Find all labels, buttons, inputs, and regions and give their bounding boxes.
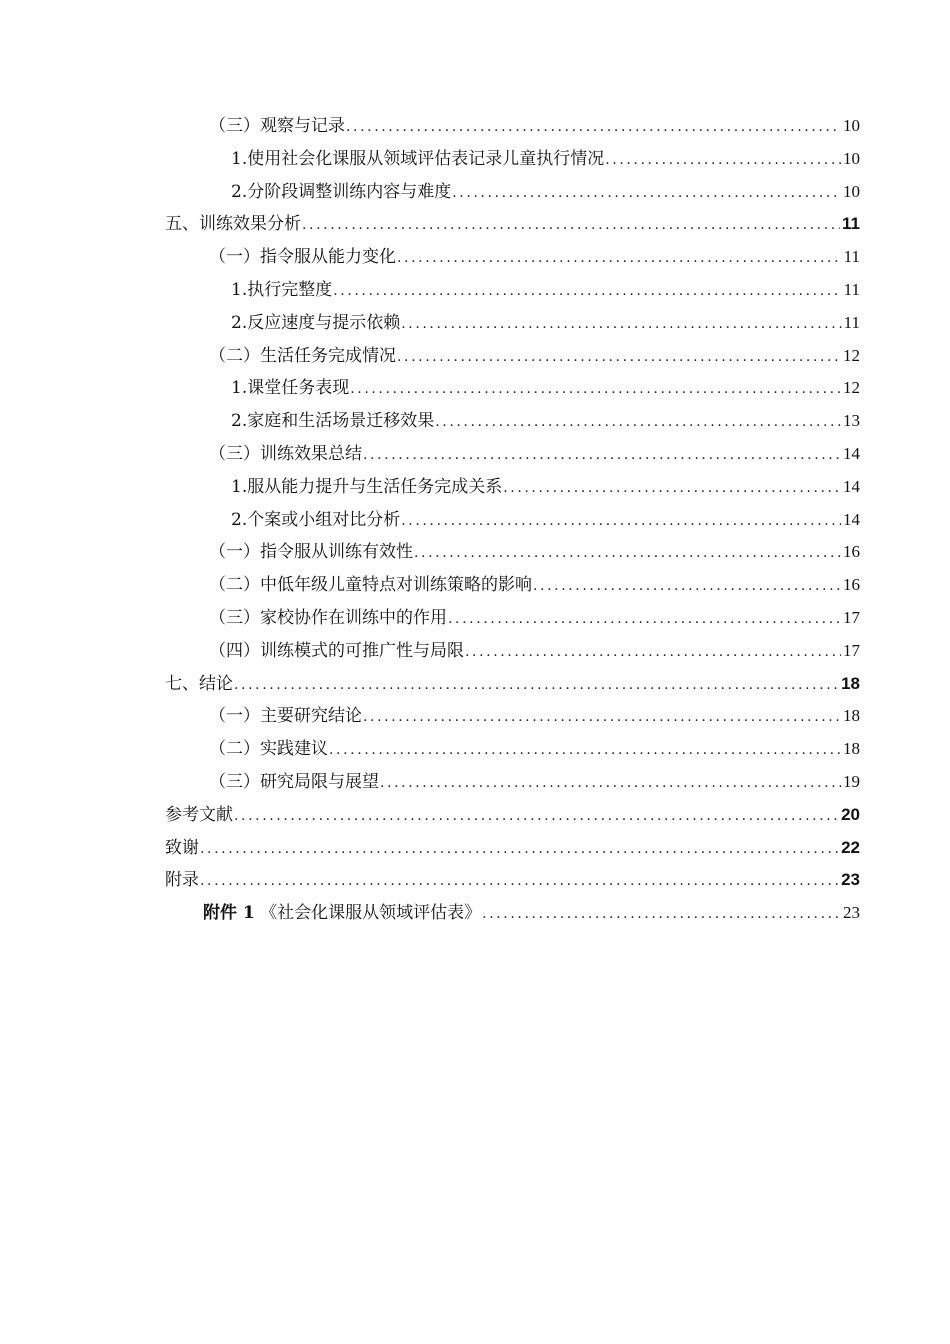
toc-leader-dots [452,177,841,210]
toc-leader-dots [333,275,841,308]
toc-entry[interactable] [165,340,860,373]
toc-entry[interactable] [165,143,860,176]
toc-leader-dots [363,701,841,734]
toc-entry[interactable] [165,274,860,307]
toc-entry[interactable] [165,733,860,766]
toc-entry-title: （一）指令服从训练有效性 [209,542,413,563]
toc-entry[interactable] [165,536,860,569]
toc-leader-dots [605,144,841,177]
toc-entry[interactable] [165,405,860,438]
toc-entry-page: 11 [843,312,860,332]
toc-entry[interactable] [165,504,860,537]
toc-entry-page: 10 [843,116,860,135]
toc-leader-dots [302,209,840,242]
toc-entry-page: 10 [843,181,860,201]
toc-entry-title-text: 《社会化课服从领域评估表》 [254,903,482,924]
toc-entry-page: 13 [843,411,860,431]
toc-entry[interactable] [165,569,860,602]
toc-entry[interactable] [165,635,860,668]
toc-entry-title: （二）生活任务完成情况 [209,345,396,366]
toc-entry-title: （二）中低年级儿童特点对训练策略的影响 [209,575,532,596]
toc-leader-dots [200,833,839,866]
toc-entry[interactable] [165,897,860,930]
toc-leader-dots [414,537,841,570]
toc-entry[interactable] [165,110,860,143]
toc-entry-page: 18 [841,673,860,693]
toc-leader-dots [401,505,841,538]
toc-entry[interactable] [165,471,860,504]
toc-entry-title: 附录 [165,870,199,891]
toc-entry-title: 2.家庭和生活场景迁移效果 [231,411,435,432]
toc-entry-title: 1.课堂任务表现 [231,378,350,399]
toc-entry-page: 12 [843,345,860,365]
toc-leader-dots [533,570,841,603]
toc-leader-dots [465,636,841,669]
toc-entry[interactable] [165,176,860,209]
toc-entry[interactable] [165,766,860,799]
toc-leader-dots [350,373,841,406]
toc-entry[interactable] [165,832,860,865]
toc-entry-title: （四）训练模式的可推广性与局限 [209,640,464,661]
toc-leader-dots [329,734,841,767]
toc-leader-dots [397,341,841,374]
toc-entry-page: 22 [841,837,860,857]
toc-entry-page: 23 [841,870,860,890]
toc-entry[interactable] [165,372,860,405]
table-of-contents [165,110,860,930]
toc-entry-page: 11 [843,279,860,299]
toc-entry-title: 1.服从能力提升与生活任务完成关系 [231,476,503,497]
toc-entry-page: 14 [843,443,860,463]
toc-entry[interactable] [165,602,860,635]
toc-entry-page: 14 [843,509,860,529]
toc-entry-title: 七、结论 [165,673,233,694]
toc-entry-page: 12 [843,378,860,398]
toc-leader-dots [234,800,839,833]
toc-entry-page: 20 [841,804,860,824]
toc-entry-page: 23 [843,903,860,923]
toc-entry-title: （三）训练效果总结 [209,443,362,464]
toc-entry-title: （三）观察与记录 [209,116,345,136]
toc-entry-page: 14 [843,476,860,496]
toc-entry-title: 参考文献 [165,804,233,825]
toc-entry-page: 18 [843,706,860,726]
toc-entry-title: （一）主要研究结论 [209,706,362,727]
toc-leader-dots [346,111,841,144]
toc-entry-page: 18 [843,739,860,759]
toc-entry-page: 17 [843,640,860,660]
toc-entry-page: 17 [843,607,860,627]
toc-entry[interactable] [165,864,860,897]
toc-leader-dots [380,767,841,800]
toc-entry[interactable] [165,208,860,241]
toc-entry-title: 1.执行完整度 [231,279,333,300]
toc-entry-prefix: 附件 1 [203,903,255,924]
toc-entry-page: 19 [843,771,860,791]
toc-entry-title: 2.反应速度与提示依赖 [231,312,401,333]
toc-entry[interactable] [165,700,860,733]
toc-leader-dots [401,308,841,341]
toc-entry-title: （二）实践建议 [209,739,328,760]
toc-entry-page: 11 [843,247,860,267]
toc-entry[interactable] [165,241,860,274]
toc-entry-page: 16 [843,575,860,595]
toc-entry-page: 16 [843,542,860,562]
toc-entry-page: 10 [843,148,860,168]
toc-entry[interactable] [165,438,860,471]
toc-leader-dots [397,242,842,275]
toc-entry-title: 致谢 [165,837,199,858]
toc-leader-dots [200,865,839,898]
toc-entry-title [203,897,481,930]
toc-leader-dots [482,898,841,931]
toc-entry[interactable] [165,799,860,832]
toc-entry-title: （三）研究局限与展望 [209,771,379,792]
toc-entry-title: 1.使用社会化课服从领域评估表记录儿童执行情况 [231,148,605,169]
toc-leader-dots [234,669,839,702]
toc-entry-title: 2.个案或小组对比分析 [231,509,401,530]
toc-entry-title: 五、训练效果分析 [165,214,301,235]
toc-entry[interactable] [165,307,860,340]
toc-leader-dots [448,603,841,636]
toc-leader-dots [363,439,841,472]
toc-entry[interactable] [165,668,860,701]
toc-leader-dots [435,406,841,439]
toc-leader-dots [503,472,841,505]
toc-entry-page: 11 [842,214,860,234]
toc-entry-title: （三）家校协作在训练中的作用 [209,607,447,628]
toc-entry-title: （一）指令服从能力变化 [209,247,396,268]
toc-entry-title: 2.分阶段调整训练内容与难度 [231,181,452,202]
